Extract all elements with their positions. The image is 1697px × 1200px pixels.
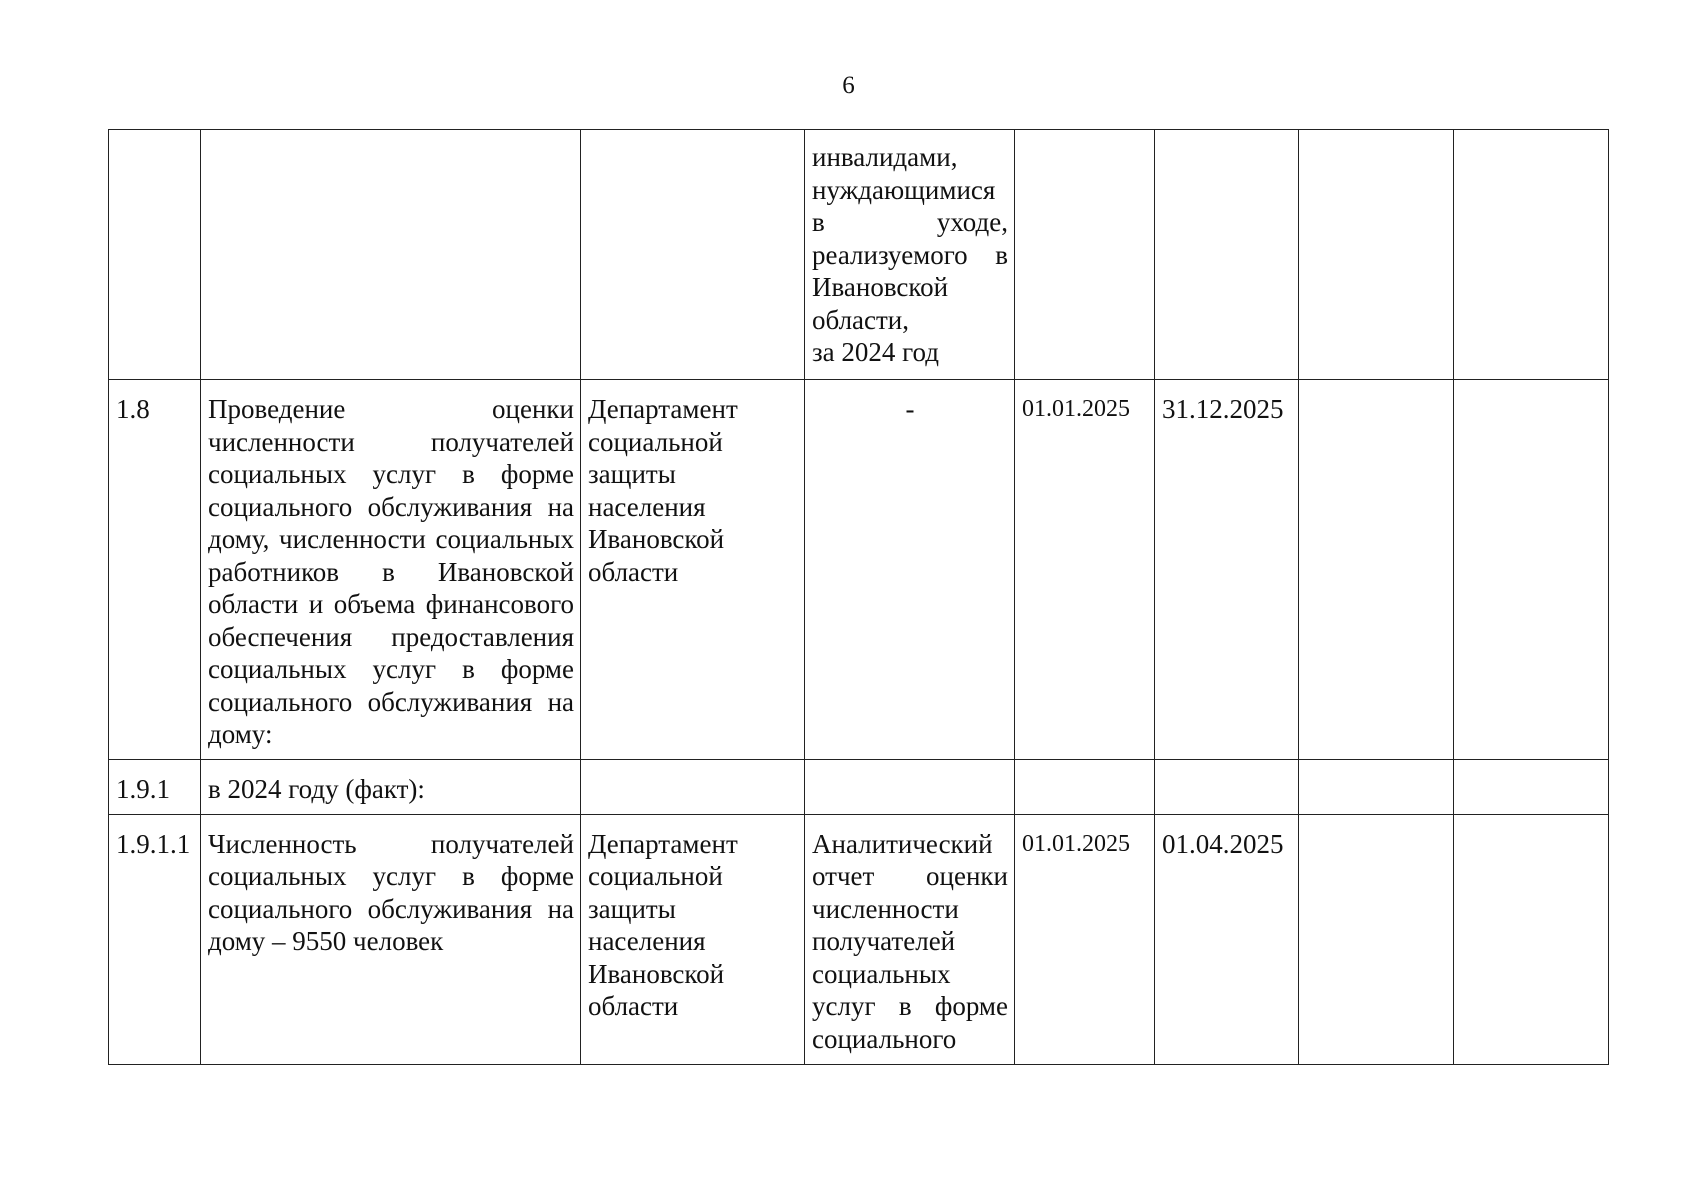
plan-table (108, 129, 1609, 1065)
cell-col8 (1454, 760, 1609, 815)
table-row (109, 130, 1609, 380)
cell-end-date (1155, 760, 1299, 815)
cell-end-date: 01.04.2025 (1155, 814, 1299, 1064)
table-row (109, 760, 1609, 815)
page-number: 6 (842, 72, 855, 99)
cell-col7 (1299, 380, 1454, 760)
executor-line: области (588, 556, 679, 587)
executor-line: Ивановской (588, 524, 725, 554)
cell-number: 1.9.1.1 (109, 814, 201, 1064)
cell-number: 1.8 (109, 380, 201, 760)
cell-result: Аналитический отчет оценки численности получателей социальных услуг в форме социального (805, 814, 1015, 1064)
cell-executor (581, 760, 805, 815)
cell-number: 1.9.1 (109, 760, 201, 815)
executor-line: населения (588, 491, 706, 522)
cell-executor (581, 380, 805, 760)
cell-start-date: 01.01.2025 (1015, 380, 1155, 760)
result-line: нуждающимися (812, 174, 996, 205)
cell-name (201, 130, 581, 380)
cell-end-date: 31.12.2025 (1155, 380, 1299, 760)
executor-line: защиты (588, 459, 676, 489)
executor-line: Ивановской (588, 958, 725, 989)
cell-start-date (1015, 760, 1155, 815)
cell-result (805, 130, 1015, 380)
executor-line: Департамент (588, 828, 738, 859)
cell-col7 (1299, 814, 1454, 1064)
executor-line: области (588, 991, 679, 1021)
executor-line: защиты (588, 893, 676, 924)
cell-col8 (1454, 814, 1609, 1064)
cell-result (805, 760, 1015, 815)
executor-line: социальной (588, 861, 723, 891)
executor-line: населения (588, 926, 706, 956)
cell-name: Численность получателей социальных услуг в форме социального обслуживания на дому – 9550 человек (201, 814, 581, 1064)
table-row (109, 814, 1609, 1064)
cell-start-date (1015, 130, 1155, 380)
cell-number (109, 130, 201, 380)
cell-col8 (1454, 380, 1609, 760)
cell-start-date: 01.01.2025 (1015, 814, 1155, 1064)
result-line: инвалидами, (812, 142, 958, 172)
cell-result: - (805, 380, 1015, 760)
cell-col7 (1299, 760, 1454, 815)
result-line: реализуемого в (812, 239, 1008, 270)
result-line: в уходе, (812, 207, 1008, 237)
cell-name: в 2024 году (факт): (201, 760, 581, 815)
cell-executor (581, 130, 805, 380)
cell-executor (581, 814, 805, 1064)
cell-end-date (1155, 130, 1299, 380)
result-line: за 2024 год (812, 337, 940, 367)
cell-name: Проведение оценки численности получателей социальных услуг в форме социального обслуживания на дому, численности социальных работников в Ивановской области и объема финансового обеспечения предоставления социальных услуг в форме социального обслуживания на дому: (201, 380, 581, 760)
executor-line: Департамент (588, 394, 738, 424)
cell-col7 (1299, 130, 1454, 380)
cell-col8 (1454, 130, 1609, 380)
executor-line: социальной (588, 426, 723, 457)
result-line: области, (812, 304, 910, 335)
table-row (109, 380, 1609, 760)
result-line: Ивановской (812, 272, 949, 302)
